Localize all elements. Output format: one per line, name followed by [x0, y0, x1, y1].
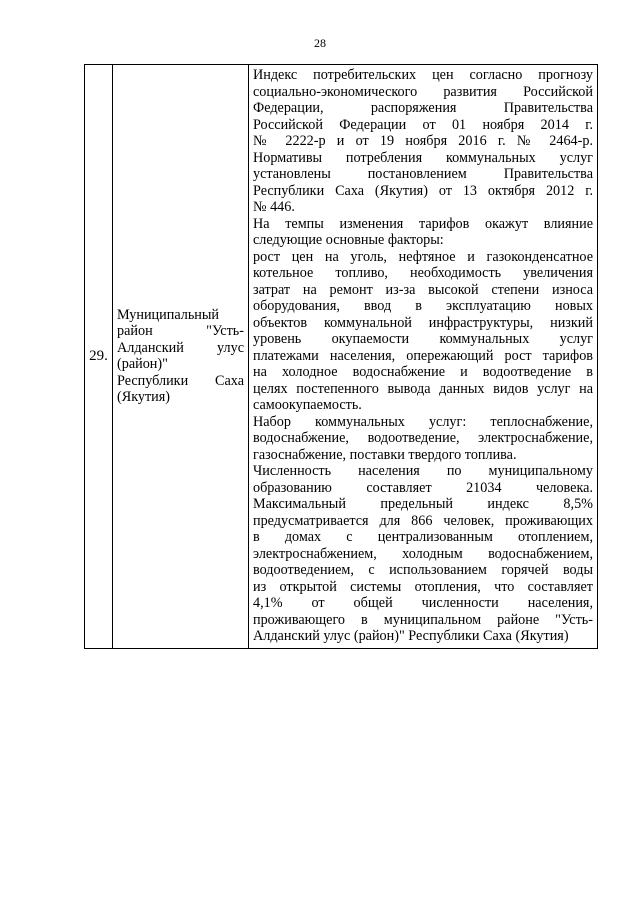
description-line: следующие основные факторы:: [253, 232, 444, 248]
municipality-line: (Якутия): [117, 389, 171, 406]
description-line: На темпы изменения тарифов окажут влияние: [253, 215, 593, 232]
description-line: № 446.: [253, 199, 295, 215]
municipality-line: Муниципальный: [117, 306, 220, 323]
description-line: целях постепенного вывода данных видов услуг на: [253, 380, 593, 397]
description-line: № 2222-р и от 19 ноября 2016 г. № 2464-р.: [253, 133, 593, 149]
description-line: Индекс потребительских цен согласно прогнозу: [253, 67, 593, 83]
description-line: проживающего в муниципальном районе "Усть-: [253, 611, 593, 628]
description-line: Республики Саха (Якутия) от 13 октября 2012 г.: [253, 182, 593, 199]
description-line: образованию составляет 21034 человека.: [253, 479, 593, 496]
description-line: установлены постановлением Правительства: [253, 166, 593, 182]
description-line: самоокупаемость.: [253, 397, 362, 413]
description-line: котельное топливо, необходимость увеличения: [253, 265, 593, 281]
description-line: оборудования, ввод в эксплуатацию новых: [253, 298, 593, 314]
description-line: платежами населения, опережающий рост тарифов: [253, 347, 593, 364]
description-line: Максимальный предельный индекс 8,5%: [253, 496, 593, 512]
description-line: рост цен на уголь, нефтяное и газоконденсатное: [253, 248, 593, 265]
description-line: Численность населения по муниципальному: [253, 463, 593, 479]
description-line: в домах с централизованным отоплением,: [253, 529, 593, 545]
municipality-line: Алданский улус: [117, 339, 244, 356]
municipality-line: (район)": [117, 356, 168, 373]
description-line: водоснабжение, водоотведение, электроснабжение,: [253, 430, 593, 446]
description-line: Федерации, распоряжения Правительства: [253, 100, 593, 116]
municipality-line: Республики Саха: [117, 372, 244, 389]
description-line: Российской Федерации от 01 ноября 2014 г.: [253, 116, 593, 133]
description-line: предусматривается для 866 человек, проживающих: [253, 512, 593, 529]
description-cell: [249, 65, 598, 649]
row-number: 29.: [85, 65, 113, 649]
description-line: электроснабжением, холодным водоснабжением,: [253, 545, 593, 562]
description-line: затрат на ремонт из-за высокой степени износа: [253, 281, 593, 298]
description-line: газоснабжение, поставки твердого топлива.: [253, 446, 517, 463]
table-row: [85, 65, 598, 649]
description-line: Набор коммунальных услуг: теплоснабжение,: [253, 413, 593, 430]
municipality-line: район "Усть-: [117, 323, 244, 340]
description-line: из открытой системы отопления, что составляет: [253, 578, 593, 595]
page-number: 28: [314, 36, 326, 50]
description-line: на холодное водоснабжение и водоотведение в: [253, 364, 593, 380]
municipality-cell: [113, 65, 249, 649]
description-line: уровень окупаемости коммунальных услуг: [253, 331, 593, 347]
description-line: Нормативы потребления коммунальных услуг: [253, 149, 593, 166]
description-line: социально-экономического развития Российской: [253, 83, 593, 100]
tariff-table: [84, 64, 598, 649]
description-line: 4,1% от общей численности населения,: [253, 595, 593, 611]
description-line: объектов коммунальной инфраструктуры, низкий: [253, 314, 593, 331]
description-line: водоотведением, с использованием горячей воды: [253, 562, 593, 578]
description-line: Алданский улус (район)" Республики Саха (Якутия): [253, 628, 569, 644]
